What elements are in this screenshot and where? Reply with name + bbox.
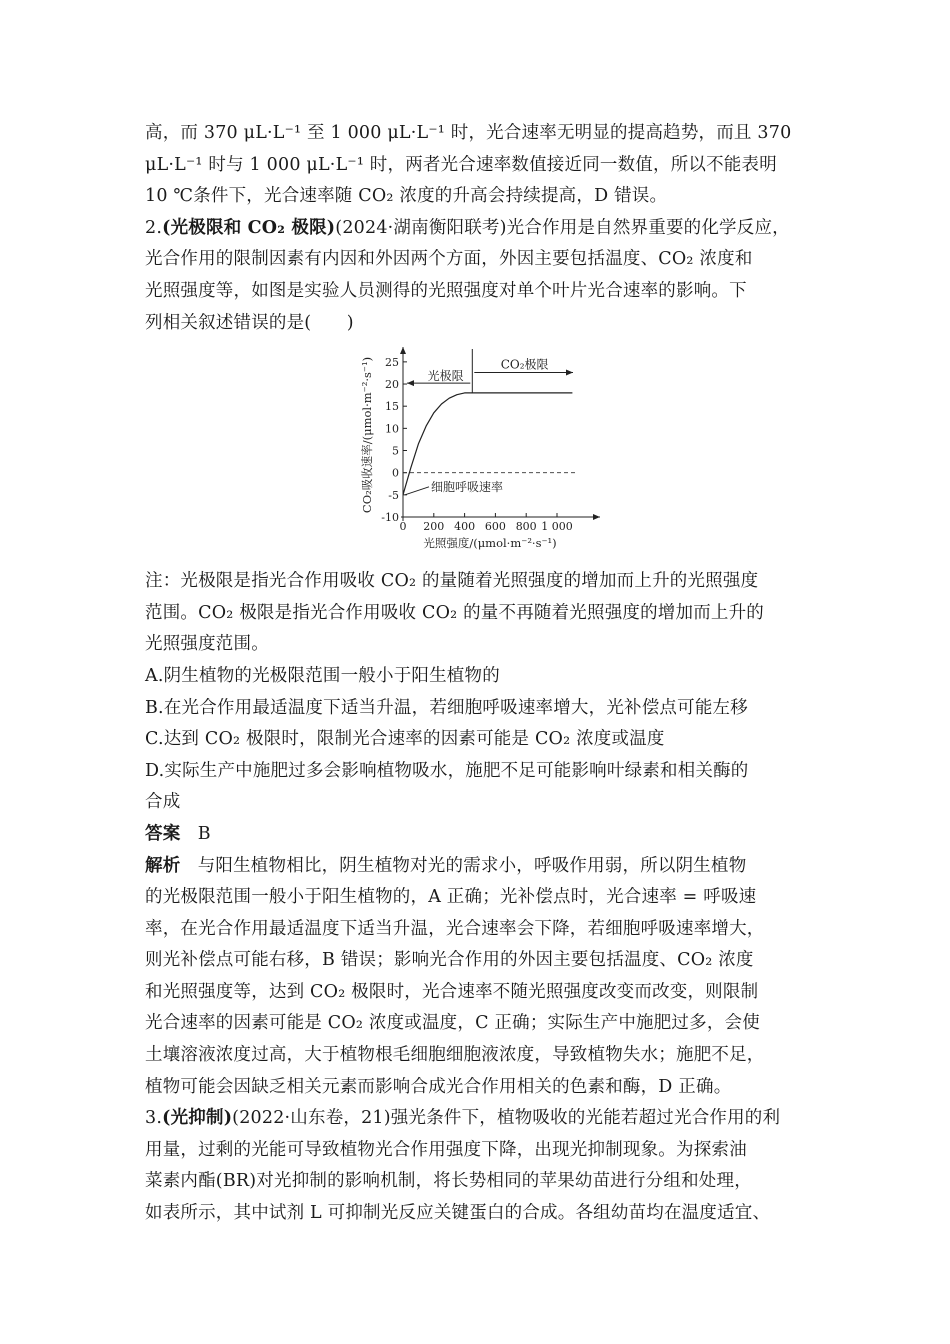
x-tick-label: 200 bbox=[423, 520, 445, 534]
analysis-label: 解析 bbox=[145, 855, 181, 876]
question-source: (2024·湖南衡阳联考) bbox=[335, 217, 507, 238]
answer-value: B bbox=[197, 823, 211, 844]
analysis-line: 的光极限范围一般小于阳生植物的，A 正确；光补偿点时，光合速率 = 呼吸速 bbox=[145, 887, 757, 908]
intro-line: 高，而 370 μL·L⁻¹ 至 1 000 μL·L⁻¹ 时，光合速率无明显的提高趋势，而且 370 bbox=[145, 123, 792, 143]
x-tick-label: 800 bbox=[515, 520, 537, 534]
respiration-label: 细胞呼吸速率 bbox=[431, 480, 504, 495]
option-c: C.达到 CO₂ 极限时，限制光合速率的因素可能是 CO₂ 浓度或温度 bbox=[145, 729, 665, 750]
question-tag: (光极限和 CO₂ 极限) bbox=[162, 217, 336, 238]
question-number: 3. bbox=[145, 1108, 163, 1129]
question-stem: 光照强度等，如图是实验人员测得的光照强度对单个叶片光合速率的影响。下 bbox=[145, 280, 747, 301]
analysis-line: 率，在光合作用最适温度下适当升温，光合速率会下降，若细胞呼吸速率增大， bbox=[145, 918, 765, 939]
question-stem: 菜素内酯(BR)对光抑制的影响机制，将长势相同的苹果幼苗进行分组和处理， bbox=[145, 1171, 752, 1192]
x-tick-label: 400 bbox=[454, 520, 476, 534]
question-2-stem-line-1 bbox=[145, 213, 825, 245]
light-limit-label: 光极限 bbox=[427, 369, 464, 384]
intro-line: 10 ℃条件下，光合速率随 CO₂ 浓度的升高会持续提高，D 错误。 bbox=[145, 186, 668, 207]
y-axis-label: CO₂吸收速率/(μmol·m⁻²·s⁻¹) bbox=[360, 357, 374, 514]
analysis-line: 植物可能会因缺乏相关元素而影响合成光合作用相关的色素和酶，D 正确。 bbox=[145, 1076, 732, 1097]
option-a: A.阴生植物的光极限范围一般小于阳生植物的 bbox=[145, 665, 500, 686]
x-tick-label: 600 bbox=[484, 520, 506, 534]
analysis-line: 土壤溶液浓度过高，大于植物根毛细胞细胞液浓度，导致植物失水；施肥不足， bbox=[145, 1045, 765, 1066]
note-line: 光照强度范围。 bbox=[145, 634, 269, 655]
question-stem: 用量，过剩的光能可导致植物光合作用强度下降，出现光抑制现象。为探索油 bbox=[145, 1139, 747, 1160]
y-tick-label: 10 bbox=[385, 422, 399, 436]
question-source: (2022·山东卷，21) bbox=[232, 1108, 391, 1129]
answer-label: 答案 bbox=[145, 823, 181, 844]
respiration-leader bbox=[405, 487, 429, 495]
note-line: 范围。CO₂ 极限是指光合作用吸收 CO₂ 的量不再随着光照强度的增加而上升的 bbox=[145, 602, 764, 623]
question-tag: (光抑制) bbox=[162, 1108, 233, 1129]
page-content bbox=[145, 118, 825, 1230]
x-tick-label: 0 bbox=[399, 520, 407, 534]
question-stem: 光合作用是自然界重要的化学反应， bbox=[506, 217, 790, 238]
answer-line bbox=[145, 819, 825, 851]
x-axis-label: 光照强度/(μmol·m⁻²·s⁻¹) bbox=[423, 536, 557, 551]
question-number: 2. bbox=[145, 217, 163, 238]
question-3-stem-line-1 bbox=[145, 1103, 825, 1135]
analysis-line: 光合速率的因素可能是 CO₂ 浓度或温度，C 正确；实际生产中施肥过多，会使 bbox=[145, 1013, 760, 1034]
question-stem: 列相关叙述错误的是( ) bbox=[145, 312, 354, 333]
y-tick-label: 5 bbox=[392, 444, 399, 458]
intro-line: μL·L⁻¹ 时与 1 000 μL·L⁻¹ 时，两者光合速率数值接近同一数值，所以不能表明 bbox=[145, 154, 777, 175]
y-tick-label: 25 bbox=[385, 356, 399, 370]
y-tick-label: -5 bbox=[388, 488, 399, 502]
y-tick-label: 15 bbox=[385, 400, 399, 414]
note-line: 注：光极限是指光合作用吸收 CO₂ 的量随着光照强度的增加而上升的光照强度 bbox=[145, 571, 759, 592]
analysis-text: 与阳生植物相比，阴生植物对光的需求小，呼吸作用弱，所以阴生植物 bbox=[197, 855, 747, 876]
option-d-cont: 合成 bbox=[145, 792, 181, 813]
co2-limit-label: CO₂极限 bbox=[500, 357, 549, 372]
y-tick-label: 20 bbox=[385, 378, 399, 392]
analysis-line: 则光补偿点可能右移，B 错误；影响光合作用的外因主要包括温度、CO₂ 浓度 bbox=[145, 950, 754, 971]
y-tick-label: -10 bbox=[381, 511, 399, 525]
option-b: B.在光合作用最适温度下适当升温，若细胞呼吸速率增大，光补偿点可能左移 bbox=[145, 697, 748, 718]
option-d: D.实际生产中施肥过多会影响植物吸水，施肥不足可能影响叶绿素和相关酶的 bbox=[145, 760, 749, 781]
figure bbox=[145, 341, 825, 566]
question-stem: 如表所示，其中试剂 L 可抑制光反应关键蛋白的合成。各组幼苗均在温度适宜、 bbox=[145, 1203, 771, 1224]
analysis-line: 和光照强度等，达到 CO₂ 极限时，光合速率不随光照强度改变而改变，则限制 bbox=[145, 981, 759, 1002]
light-response-chart bbox=[355, 341, 615, 563]
y-tick-label: 0 bbox=[392, 466, 399, 480]
x-tick-label: 1 000 bbox=[541, 520, 573, 534]
question-stem: 强光条件下，植物吸收的光能若超过光合作用的利 bbox=[390, 1108, 781, 1129]
analysis-line-1 bbox=[145, 851, 825, 883]
question-stem: 光合作用的限制因素有内因和外因两个方面，外因主要包括温度、CO₂ 浓度和 bbox=[145, 249, 753, 270]
